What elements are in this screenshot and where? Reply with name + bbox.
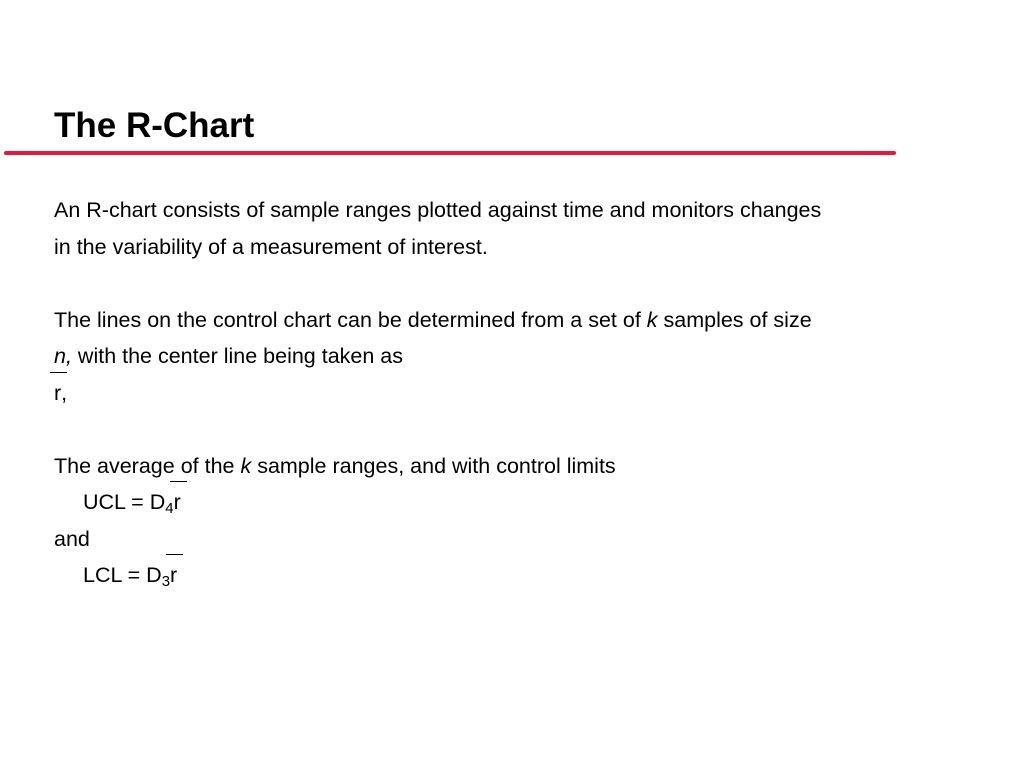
paragraph3-line1 — [54, 448, 1014, 485]
paragraph2-line3-comma: , — [61, 380, 68, 405]
r-bar-symbol: r — [54, 375, 61, 412]
variable-k: k — [240, 453, 252, 478]
paragraph2-line3 — [54, 375, 1014, 412]
ucl-label: UCL = D — [83, 490, 166, 514]
paragraph3-line1-text: The average of the — [54, 453, 241, 478]
lcl-formula — [54, 557, 1014, 594]
variable-n: n, — [54, 344, 72, 368]
title-underline-rule — [4, 151, 896, 155]
paragraph2-line2-text: with the center line being taken as — [71, 344, 404, 368]
paragraph2-line1-text: The lines on the control chart can be determined from a set of — [54, 307, 647, 332]
paragraph1-line1: An R-chart consists of sample ranges plotted against time and monitors changes — [54, 198, 822, 222]
ucl-formula — [54, 484, 1014, 521]
paragraph2-line1 — [54, 302, 1014, 339]
slide-title: The R-Chart — [54, 106, 255, 145]
variable-k: k — [646, 307, 658, 332]
r-bar-symbol: r — [170, 557, 177, 594]
paragraph-spacer — [54, 411, 1014, 448]
paragraph1-line2: in the variability of a measurement of interest. — [54, 234, 488, 259]
paragraph2-line2 — [54, 338, 1014, 375]
and-text: and — [54, 526, 90, 551]
r-bar-symbol: r — [174, 484, 181, 521]
slide-body — [54, 192, 1014, 594]
paragraph2-line1-text-end: samples of size — [657, 307, 812, 332]
paragraph-spacer — [54, 265, 1014, 302]
paragraph3-line1-text-end: sample ranges, and with control limits — [251, 453, 616, 478]
lcl-subscript: 3 — [161, 573, 171, 590]
ucl-subscript: 4 — [165, 500, 174, 517]
lcl-label: LCL = D — [83, 563, 162, 587]
